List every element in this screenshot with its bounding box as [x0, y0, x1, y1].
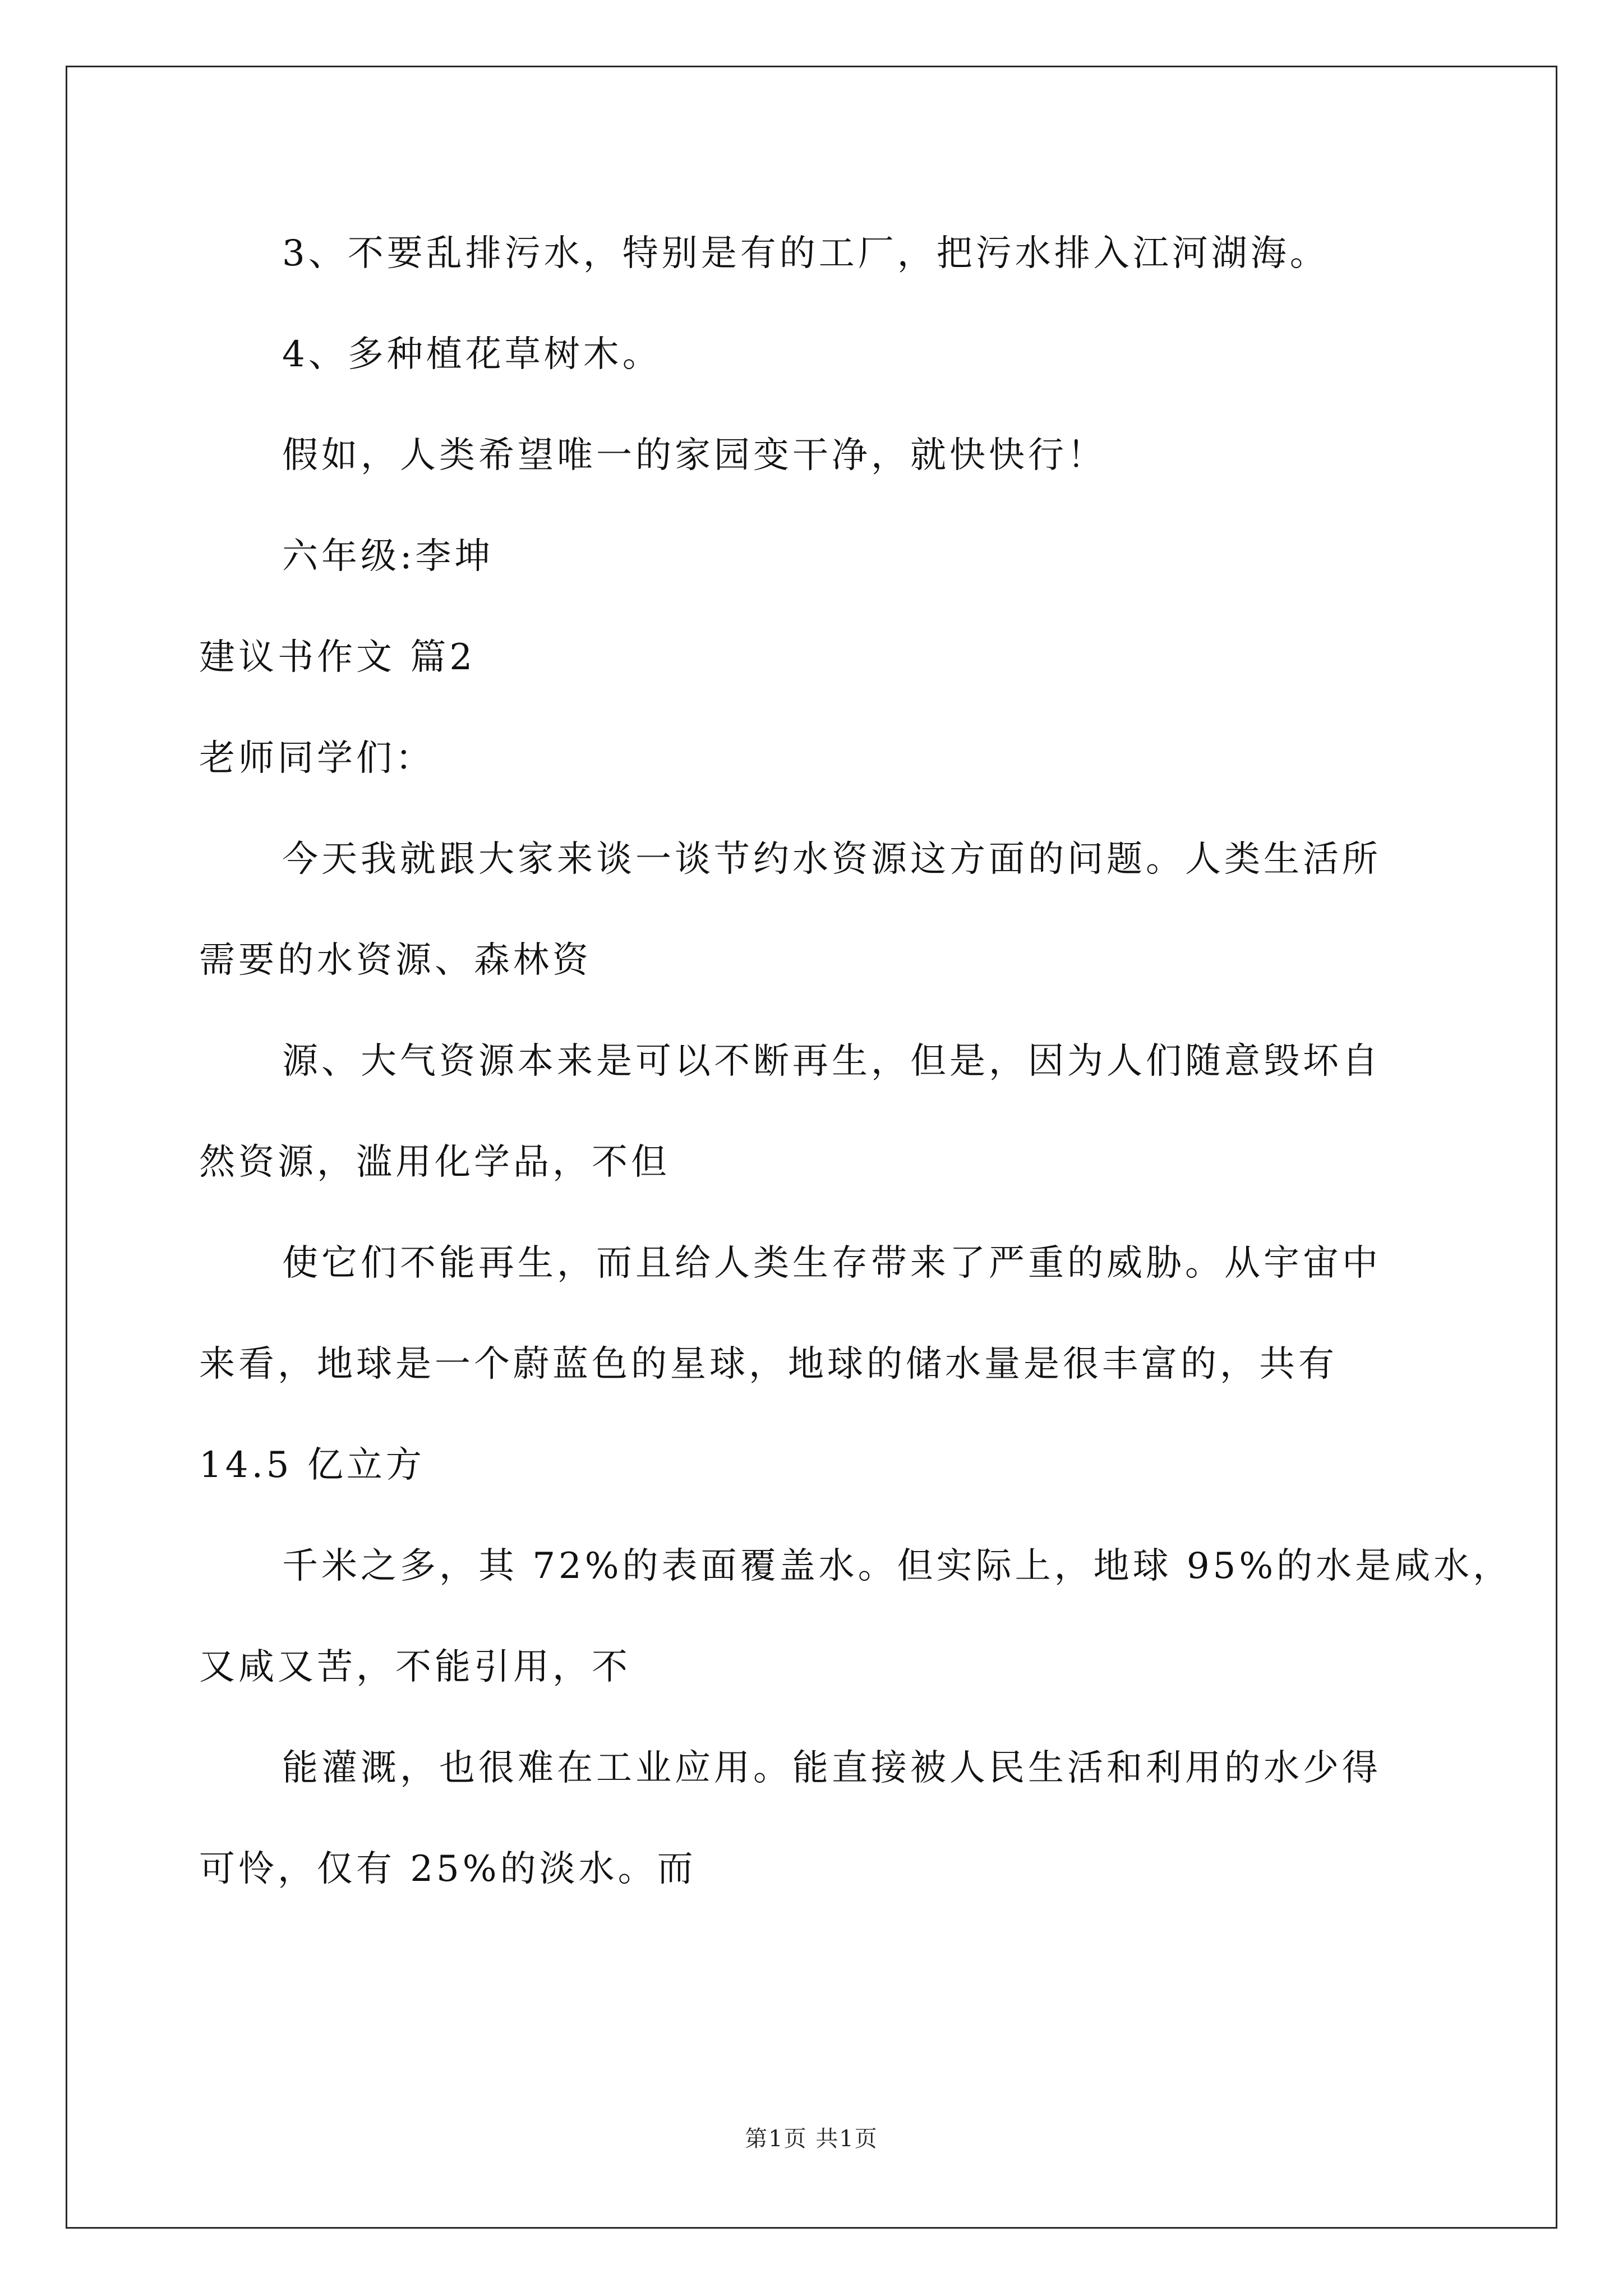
- suggestion-item-4: 4、多种植花草树木。: [282, 334, 662, 375]
- author-signature: 六年级:李坤: [282, 536, 494, 577]
- suggestion-item-3: 3、不要乱排污水，特别是有的工厂，把污水排入江河湖海。: [282, 233, 1329, 274]
- body-line: 又咸又苦，不能引用，不: [199, 1646, 631, 1688]
- body-line: 14.5 亿立方: [199, 1444, 425, 1486]
- body-line: 千米之多，其 72%的表面覆盖水。但实际上，地球 95%的水是咸水，: [282, 1545, 1513, 1587]
- closing-appeal: 假如，人类希望唯一的家园变干净，就快快行！: [282, 435, 1106, 476]
- body-line: 需要的水资源、森林资: [199, 940, 592, 981]
- salutation: 老师同学们：: [199, 738, 435, 779]
- body-line: 来看，地球是一个蔚蓝色的星球，地球的储水量是很丰富的，共有: [199, 1343, 1338, 1385]
- body-line: 源、大气资源本来是可以不断再生，但是，因为人们随意毁坏自: [282, 1041, 1381, 1082]
- body-line: 能灌溉，也很难在工业应用。能直接被人民生活和利用的水少得: [282, 1747, 1381, 1789]
- page-number-footer: 第1页 共1页: [745, 2126, 878, 2152]
- body-line: 使它们不能再生，而且给人类生存带来了严重的威胁。从宇宙中: [282, 1243, 1381, 1284]
- body-line: 可怜，仅有 25%的淡水。而: [199, 1848, 697, 1890]
- body-line: 今天我就跟大家来谈一谈节约水资源这方面的问题。人类生活所: [282, 839, 1381, 880]
- body-line: 然资源，滥用化学品，不但: [199, 1142, 670, 1183]
- section-heading: 建议书作文 篇2: [199, 637, 476, 678]
